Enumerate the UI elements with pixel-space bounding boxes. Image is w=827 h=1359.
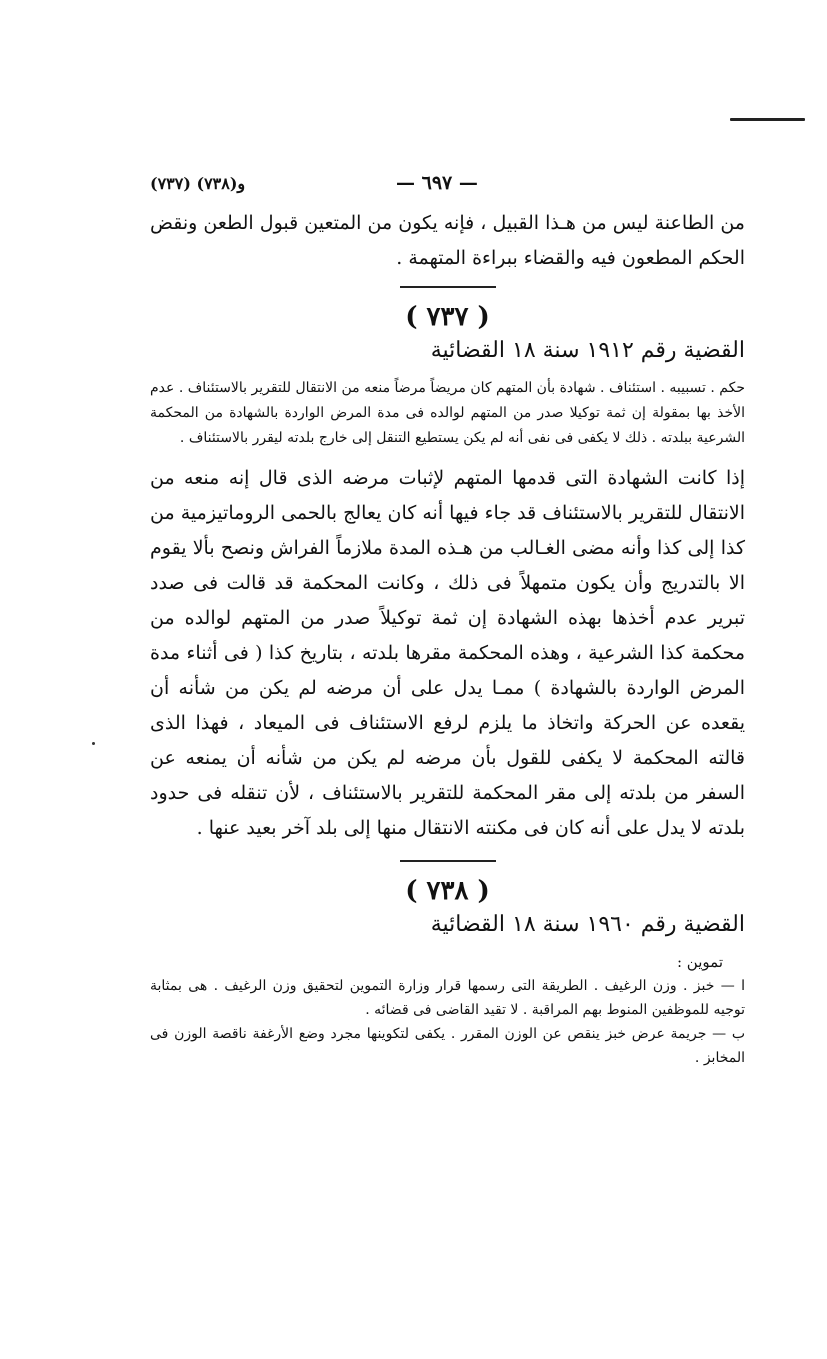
- section-divider: [400, 286, 496, 288]
- case-title: القضية رقم ١٩٦٠ سنة ١٨ القضائية: [430, 912, 745, 937]
- document-page: [150, 172, 745, 1070]
- case-738: [150, 876, 745, 1070]
- section-divider: [400, 860, 496, 862]
- scan-speck: [92, 742, 95, 745]
- case-summary: حكم . تسبيبه . استئناف . شهادة بأن المتهم كان مريضاً مرضاً منعه من الانتقال للتقرير بالاستئناف . عدم الأخذ بها بمقولة إن ثمة توكيلا صدر من المتهم لوالده فى مدة المرض الواردة بالشهادة من المحكمة الشرعية ببلدته . ذلك لا يكفى فى نفى أنه لم يكن يستطيع التنقل إلى خارج بلدته ليقرر بالاستئناف .: [150, 380, 745, 446]
- case-topic: تموين :: [676, 953, 723, 971]
- intro-paragraph: من الطاعنة ليس من هـذا القبيل ، فإنه يكون من المتعين قبول الطعن ونقض الحكم المطعون فيه والقضاء ببراءة المتهمة .: [150, 212, 745, 269]
- case-number-heading: ( ٧٣٨ ): [405, 876, 490, 906]
- page-header: [150, 172, 745, 202]
- scan-edge-line: [730, 118, 805, 121]
- page-number: — ٦٩٧ —: [396, 172, 478, 194]
- case-body: إذا كانت الشهادة التى قدمها المتهم لإثبات مرضه الذى قال إنه منعه من الانتقال للتقرير بالاستئناف قد جاء فيها أنه كان يعالج بالحمى الروماتيزمية من كذا إلى كذا وأنه مضى الغـالب من هـذه المدة ملازماً الفراش ونصح بألا يقوم الا بالتدريج وأن يكون متمهلاً فى ذلك ، وكانت المحكمة قد قالت فى صدد تبرير عدم أخذها بهذه الشهادة إن ثمة توكيلاً صدر من المتهم لوالده من محكمة كذا الشرعية ، وهذه المحكمة مقرها بلدته ، بتاريخ كذا ( فى أثناء مدة المرض الواردة بالشهادة ) ممـا يدل على أن مرضه لم يكن من شأنه أن يقعده عن الحركة واتخاذ ما يلزم لرفع الاستئناف فى الميعاد ، فهذا الذى قالته المحكمة لا يكفى للقول بأن مرضه لم يكن من شأنه أن يمنعه عن السفر من بلدته إلى مقر المحكمة للتقرير بالاستئناف ، لأن تنقله فى حدود بلدته لا يدل على أنه كان فى مكنته الانتقال منها إلى بلد آخر بعيد عنها .: [150, 467, 746, 839]
- case-range: (٧٣٧) و(٧٣٨): [150, 174, 246, 193]
- case-737: [150, 302, 745, 846]
- summary-item-a: ا — خبز . وزن الرغيف . الطريقة التى رسمها قرار وزارة التموين لتحقيق وزن الرغيف . هى بمثابة توجيه للموظفين المنوط بهم المراقبة . لا تقيد القاضى فى قضائه .: [150, 978, 745, 1018]
- case-title: القضية رقم ١٩١٢ سنة ١٨ القضائية: [430, 338, 745, 363]
- summary-item-b: ب — جريمة عرض خبز ينقص عن الوزن المقرر . يكفى لتكوينها مجرد وضع الأرغفة ناقصة الوزن فى المخابز .: [150, 1026, 745, 1066]
- case-number-heading: ( ٧٣٧ ): [405, 302, 490, 332]
